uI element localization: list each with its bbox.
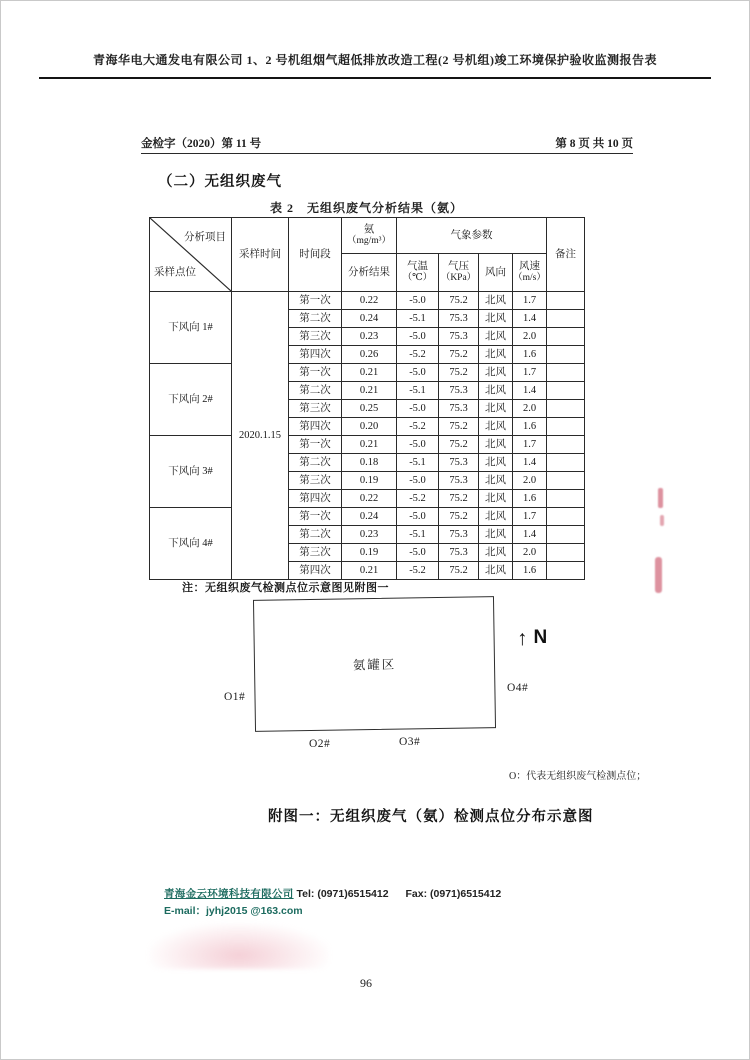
header-ammonia: 氨 （mg/m³） xyxy=(342,218,397,254)
cell-wind_speed: 2.0 xyxy=(513,472,547,490)
cell-temp: -5.1 xyxy=(397,310,439,328)
north-indicator xyxy=(517,627,547,649)
location-cell: 下风向 1# xyxy=(150,292,232,364)
cell-period: 第二次 xyxy=(289,310,342,328)
cell-remark xyxy=(547,328,585,346)
stamp-smudge xyxy=(149,923,329,969)
cell-pressure: 75.2 xyxy=(439,364,479,382)
report-header-title: 青海华电大通发电有限公司 1、2 号机组烟气超低排放改造工程(2 号机组)竣工环境保护验收监测报告表 xyxy=(93,53,657,67)
doc-info-row xyxy=(141,134,633,154)
cell-value: 0.21 xyxy=(342,382,397,400)
cell-temp: -5.0 xyxy=(397,328,439,346)
cell-period: 第三次 xyxy=(289,544,342,562)
cell-temp: -5.2 xyxy=(397,562,439,580)
cell-period: 第一次 xyxy=(289,364,342,382)
header-analysis-result: 分析结果 xyxy=(342,254,397,292)
cell-period: 第三次 xyxy=(289,400,342,418)
table-head-rows xyxy=(150,218,585,292)
cell-period: 第四次 xyxy=(289,562,342,580)
cell-temp: -5.0 xyxy=(397,508,439,526)
cell-wind_speed: 1.7 xyxy=(513,508,547,526)
cell-temp: -5.0 xyxy=(397,472,439,490)
cell-value: 0.21 xyxy=(342,436,397,454)
table-row xyxy=(150,364,585,382)
red-ink-mark xyxy=(655,557,662,593)
location-cell: 下风向 2# xyxy=(150,364,232,436)
cell-period: 第四次 xyxy=(289,346,342,364)
monitor-point-1: O1# xyxy=(224,691,246,703)
cell-wind_speed: 1.4 xyxy=(513,526,547,544)
cell-wind_speed: 2.0 xyxy=(513,544,547,562)
cell-remark xyxy=(547,346,585,364)
cell-period: 第三次 xyxy=(289,328,342,346)
table-row xyxy=(150,508,585,526)
sample-time-cell: 2020.1.15 xyxy=(232,292,289,580)
cell-wind_dir: 北风 xyxy=(479,292,513,310)
cell-wind_speed: 2.0 xyxy=(513,328,547,346)
cell-wind_dir: 北风 xyxy=(479,562,513,580)
cell-wind_speed: 1.6 xyxy=(513,346,547,364)
cell-wind_speed: 1.6 xyxy=(513,418,547,436)
cell-wind_dir: 北风 xyxy=(479,544,513,562)
cell-temp: -5.0 xyxy=(397,400,439,418)
cell-value: 0.22 xyxy=(342,490,397,508)
cell-wind_speed: 1.4 xyxy=(513,310,547,328)
north-arrow-icon: ↑ xyxy=(517,625,528,650)
corner-cell xyxy=(150,218,232,292)
cell-period: 第二次 xyxy=(289,526,342,544)
cell-pressure: 75.3 xyxy=(439,472,479,490)
tel-label: Tel: xyxy=(296,888,315,900)
tel-value: (0971)6515412 xyxy=(317,888,389,900)
cell-wind_dir: 北风 xyxy=(479,490,513,508)
figure-caption: 附图一：无组织废气（氨）检测点位分布示意图 xyxy=(268,809,594,825)
cell-temp: -5.0 xyxy=(397,436,439,454)
cell-value: 0.23 xyxy=(342,526,397,544)
cell-wind_dir: 北风 xyxy=(479,400,513,418)
header-wind-dir: 风向 xyxy=(479,254,513,292)
cell-remark xyxy=(547,382,585,400)
header-pressure: 气压 （KPa） xyxy=(439,254,479,292)
cell-wind_dir: 北风 xyxy=(479,526,513,544)
doc-number: 金检字（2020）第 11 号 xyxy=(141,138,262,150)
cell-wind_speed: 1.6 xyxy=(513,490,547,508)
cell-temp: -5.2 xyxy=(397,346,439,364)
cell-value: 0.24 xyxy=(342,310,397,328)
cell-wind_dir: 北风 xyxy=(479,436,513,454)
cell-period: 第一次 xyxy=(289,436,342,454)
fax-label: Fax: xyxy=(405,888,428,900)
table-row xyxy=(150,292,585,310)
ammonia-results-table xyxy=(149,217,585,580)
cell-remark xyxy=(547,418,585,436)
cell-pressure: 75.2 xyxy=(439,490,479,508)
cell-value: 0.22 xyxy=(342,292,397,310)
cell-remark xyxy=(547,454,585,472)
fax-value: (0971)6515412 xyxy=(430,888,502,900)
cell-temp: -5.2 xyxy=(397,418,439,436)
cell-period: 第一次 xyxy=(289,292,342,310)
table-body xyxy=(150,292,585,580)
cell-pressure: 75.3 xyxy=(439,382,479,400)
red-ink-mark xyxy=(658,488,663,508)
cell-temp: -5.1 xyxy=(397,526,439,544)
cell-pressure: 75.3 xyxy=(439,526,479,544)
section-title: （二）无组织废气 xyxy=(158,174,282,190)
cell-wind_speed: 1.7 xyxy=(513,364,547,382)
cell-value: 0.20 xyxy=(342,418,397,436)
cell-pressure: 75.3 xyxy=(439,310,479,328)
cell-pressure: 75.2 xyxy=(439,418,479,436)
corner-label-top: 分析项目 xyxy=(184,232,226,243)
cell-pressure: 75.2 xyxy=(439,436,479,454)
cell-period: 第二次 xyxy=(289,454,342,472)
page-info: 第 8 页 共 10 页 xyxy=(555,138,633,150)
ammonia-tank-area-rect xyxy=(253,596,496,732)
diagram-legend: O：代表无组织废气检测点位； xyxy=(509,771,647,782)
cell-remark xyxy=(547,400,585,418)
cell-remark xyxy=(547,310,585,328)
header-remark: 备注 xyxy=(547,218,585,292)
cell-temp: -5.1 xyxy=(397,454,439,472)
cell-temp: -5.1 xyxy=(397,382,439,400)
cell-period: 第四次 xyxy=(289,490,342,508)
cell-wind_speed: 1.4 xyxy=(513,382,547,400)
cell-pressure: 75.2 xyxy=(439,562,479,580)
cell-wind_dir: 北风 xyxy=(479,364,513,382)
corner-label-bottom: 采样点位 xyxy=(154,266,196,278)
cell-temp: -5.0 xyxy=(397,364,439,382)
cell-wind_dir: 北风 xyxy=(479,418,513,436)
cell-wind_dir: 北风 xyxy=(479,454,513,472)
cell-remark xyxy=(547,436,585,454)
cell-wind_speed: 1.6 xyxy=(513,562,547,580)
lab-footer xyxy=(164,886,501,920)
cell-remark xyxy=(547,472,585,490)
table-note: 注：无组织废气检测点位示意图见附图一 xyxy=(182,582,389,594)
cell-remark xyxy=(547,364,585,382)
cell-value: 0.18 xyxy=(342,454,397,472)
cell-wind_dir: 北风 xyxy=(479,328,513,346)
cell-pressure: 75.3 xyxy=(439,454,479,472)
diagonal-line xyxy=(150,218,231,291)
cell-wind_dir: 北风 xyxy=(479,346,513,364)
header-sample-time: 采样时间 xyxy=(232,218,289,292)
cell-pressure: 75.3 xyxy=(439,544,479,562)
cell-pressure: 75.2 xyxy=(439,508,479,526)
monitor-point-3: O3# xyxy=(399,736,421,748)
cell-wind_speed: 1.4 xyxy=(513,454,547,472)
cell-value: 0.21 xyxy=(342,562,397,580)
cell-remark xyxy=(547,508,585,526)
cell-temp: -5.0 xyxy=(397,292,439,310)
header-rule xyxy=(39,77,711,79)
table-row xyxy=(150,436,585,454)
monitor-point-4: O4# xyxy=(507,682,529,694)
cell-wind_speed: 1.7 xyxy=(513,292,547,310)
cell-pressure: 75.2 xyxy=(439,292,479,310)
cell-wind_speed: 1.7 xyxy=(513,436,547,454)
cell-pressure: 75.2 xyxy=(439,346,479,364)
header-weather-params: 气象参数 xyxy=(397,218,547,254)
cell-wind_dir: 北风 xyxy=(479,508,513,526)
cell-value: 0.23 xyxy=(342,328,397,346)
monitor-point-2: O2# xyxy=(309,738,331,750)
tank-area-label: 氨罐区 xyxy=(352,657,397,673)
cell-value: 0.26 xyxy=(342,346,397,364)
cell-wind_dir: 北风 xyxy=(479,382,513,400)
location-cell: 下风向 3# xyxy=(150,436,232,508)
location-cell: 下风向 4# xyxy=(150,508,232,580)
table-title: 表 2 无组织废气分析结果（氨） xyxy=(269,201,463,215)
cell-remark xyxy=(547,562,585,580)
cell-temp: -5.2 xyxy=(397,490,439,508)
page-number: 96 xyxy=(360,976,372,990)
company-name: 青海金云环境科技有限公司 xyxy=(164,888,294,900)
cell-period: 第二次 xyxy=(289,382,342,400)
cell-period: 第三次 xyxy=(289,472,342,490)
cell-remark xyxy=(547,490,585,508)
cell-remark xyxy=(547,544,585,562)
footer-email-line: E-mail：jyhj2015 @163.com xyxy=(164,905,303,917)
cell-wind_speed: 2.0 xyxy=(513,400,547,418)
header-wind-speed: 风速 （m/s） xyxy=(513,254,547,292)
north-label: N xyxy=(533,627,548,648)
header-period: 时间段 xyxy=(289,218,342,292)
cell-wind_dir: 北风 xyxy=(479,310,513,328)
cell-wind_dir: 北风 xyxy=(479,472,513,490)
header-row-1 xyxy=(150,218,585,254)
cell-value: 0.25 xyxy=(342,400,397,418)
cell-value: 0.21 xyxy=(342,364,397,382)
cell-pressure: 75.3 xyxy=(439,400,479,418)
header-temp: 气温 （℃） xyxy=(397,254,439,292)
cell-value: 0.19 xyxy=(342,472,397,490)
red-ink-mark xyxy=(660,515,664,526)
footer-line-1 xyxy=(164,886,501,903)
cell-remark xyxy=(547,526,585,544)
cell-value: 0.19 xyxy=(342,544,397,562)
cell-period: 第一次 xyxy=(289,508,342,526)
cell-value: 0.24 xyxy=(342,508,397,526)
cell-temp: -5.0 xyxy=(397,544,439,562)
cell-period: 第四次 xyxy=(289,418,342,436)
cell-pressure: 75.3 xyxy=(439,328,479,346)
cell-remark xyxy=(547,292,585,310)
